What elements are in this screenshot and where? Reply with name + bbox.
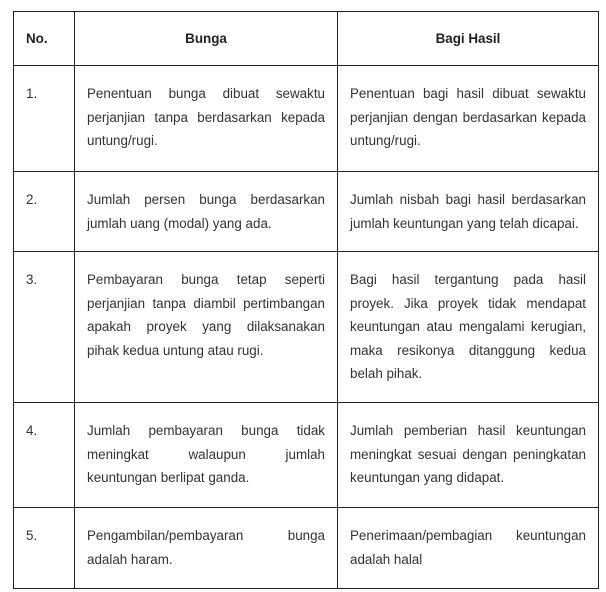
row-number: 4.	[14, 403, 75, 508]
bagi-hasil-cell: Jumlah pemberian hasil keuntungan meningkat sesuai dengan peningkatan keuntungan yang didapat.	[338, 403, 599, 508]
table-row	[14, 252, 599, 403]
bagi-hasil-cell: Penerimaan/pembagian keuntungan adalah halal	[338, 508, 599, 589]
bagi-hasil-cell: Penentuan bagi hasil dibuat sewaktu perjanjian dengan berdasarkan kepada untung/rugi.	[338, 66, 599, 172]
bunga-cell: Jumlah pembayaran bunga tidak meningkat walaupun jumlah keuntungan berlipat ganda.	[75, 403, 338, 508]
table-row	[14, 508, 599, 589]
bunga-cell: Pembayaran bunga tetap seperti perjanjian tanpa diambil pertimbangan apakah proyek yang dilaksanakan pihak kedua untung atau rugi.	[75, 252, 338, 403]
header-bunga: Bunga	[75, 12, 338, 66]
table-row	[14, 403, 599, 508]
row-number: 5.	[14, 508, 75, 589]
row-number: 1.	[14, 66, 75, 172]
row-number: 3.	[14, 252, 75, 403]
table-row	[14, 172, 599, 252]
header-bagi-hasil: Bagi Hasil	[338, 12, 599, 66]
header-no: No.	[14, 12, 75, 66]
bunga-cell: Pengambilan/pembayaran bunga adalah haram.	[75, 508, 338, 589]
bunga-cell: Penentuan bunga dibuat sewaktu perjanjian tanpa berdasarkan kepada untung/rugi.	[75, 66, 338, 172]
bunga-cell: Jumlah persen bunga berdasarkan jumlah uang (modal) yang ada.	[75, 172, 338, 252]
bagi-hasil-cell: Bagi hasil tergantung pada hasil proyek. Jika proyek tidak mendapat keuntungan atau mengalami kerugian, maka resikonya ditanggung kedua belah pihak.	[338, 252, 599, 403]
table-header-row	[14, 12, 599, 66]
table-row	[14, 66, 599, 172]
bagi-hasil-cell: Jumlah nisbah bagi hasil berdasarkan jumlah keuntungan yang telah dicapai.	[338, 172, 599, 252]
comparison-table	[13, 11, 599, 589]
row-number: 2.	[14, 172, 75, 252]
